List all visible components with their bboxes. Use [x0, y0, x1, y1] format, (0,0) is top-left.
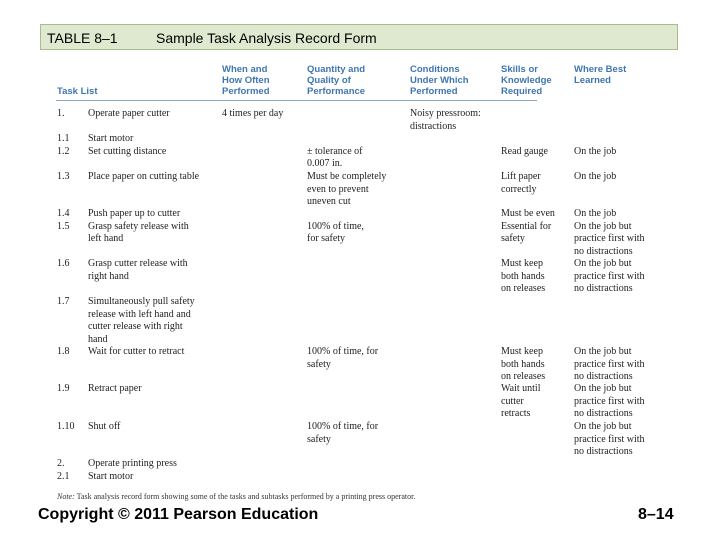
skills-cell: Lift paper correctly	[501, 171, 541, 195]
note-label: Note:	[57, 492, 75, 501]
skills-cell: Must keep both hands on releases	[501, 258, 546, 294]
row-number: 2. 2.1	[57, 458, 70, 482]
where-cell: On the job but practice first with no distractions	[574, 421, 645, 457]
where-cell: On the job On the job but practice first with no distractions	[574, 208, 645, 257]
task-analysis-table	[40, 50, 680, 505]
table-note	[57, 492, 415, 501]
task-cell: Push paper up to cutter Grasp safety release with left hand	[88, 208, 189, 244]
task-cell: Retract paper	[88, 383, 142, 394]
col-header-skills: Skills or Knowledge Required	[501, 64, 552, 97]
task-cell: Simultaneously pull safety release with left hand and cutter release with right hand	[88, 296, 195, 345]
col-header-conditions: Conditions Under Which Performed	[410, 64, 469, 97]
where-cell: On the job but practice first with no distractions	[574, 383, 645, 419]
row-number: 1.4 1.5	[57, 208, 70, 232]
when-cell: 4 times per day	[222, 108, 284, 119]
task-cell: Operate printing press Start motor	[88, 458, 177, 482]
task-cell: Grasp cutter release with right hand	[88, 258, 188, 282]
col-header-when: When and How Often Performed	[222, 64, 270, 97]
skills-cell: Read gauge	[501, 145, 548, 157]
where-cell: On the job	[574, 145, 617, 157]
row-number: 1.	[57, 108, 65, 119]
quality-cell: 100% of time, for safety	[307, 220, 364, 244]
page-number: 8–14	[638, 506, 674, 523]
col-header-task-list: Task List	[57, 86, 98, 97]
note-text: Task analysis record form showing some of the tasks and subtasks performed by a printing press operator.	[74, 492, 416, 501]
where-cell: On the job but practice first with no distractions	[574, 346, 645, 382]
where-cell: On the job but practice first with no distractions	[574, 258, 645, 294]
row-number: 1.10	[57, 421, 75, 432]
task-cell: Start motor Set cutting distance	[88, 133, 167, 157]
row-number: 1.9	[57, 383, 70, 394]
task-cell: Shut off	[88, 421, 121, 432]
table-label: TABLE 8–1	[47, 30, 118, 46]
title-bar	[40, 24, 678, 50]
skills-cell: Wait until cutter retracts	[501, 383, 541, 419]
page-title: Sample Task Analysis Record Form	[156, 30, 377, 46]
quality-cell: Must be completely even to prevent uneven cut	[307, 171, 387, 207]
row-number: 1.1 1.2	[57, 133, 70, 157]
skills-cell: Must keep both hands on releases	[501, 346, 546, 382]
quality-cell: 100% of time, for safety	[307, 346, 379, 370]
header-divider	[56, 100, 537, 101]
task-cell: Operate paper cutter	[88, 108, 170, 119]
row-number: 1.8	[57, 346, 70, 357]
where-cell: On the job	[574, 171, 617, 182]
task-cell: Wait for cutter to retract	[88, 346, 185, 357]
quality-cell: ± tolerance of 0.007 in.	[307, 145, 363, 169]
row-number: 1.6	[57, 258, 70, 269]
skills-cell: Must be even Essential for safety	[501, 208, 555, 244]
quality-cell: 100% of time, for safety	[307, 421, 379, 445]
task-cell: Place paper on cutting table	[88, 171, 200, 182]
col-header-where: Where Best Learned	[574, 64, 627, 86]
row-number: 1.7	[57, 296, 70, 307]
row-number: 1.3	[57, 171, 70, 182]
copyright-text: Copyright © 2011 Pearson Education	[38, 506, 319, 523]
conditions-cell: Noisy pressroom: distractions	[410, 108, 481, 132]
col-header-quality: Quantity and Quality of Performance	[307, 64, 366, 97]
